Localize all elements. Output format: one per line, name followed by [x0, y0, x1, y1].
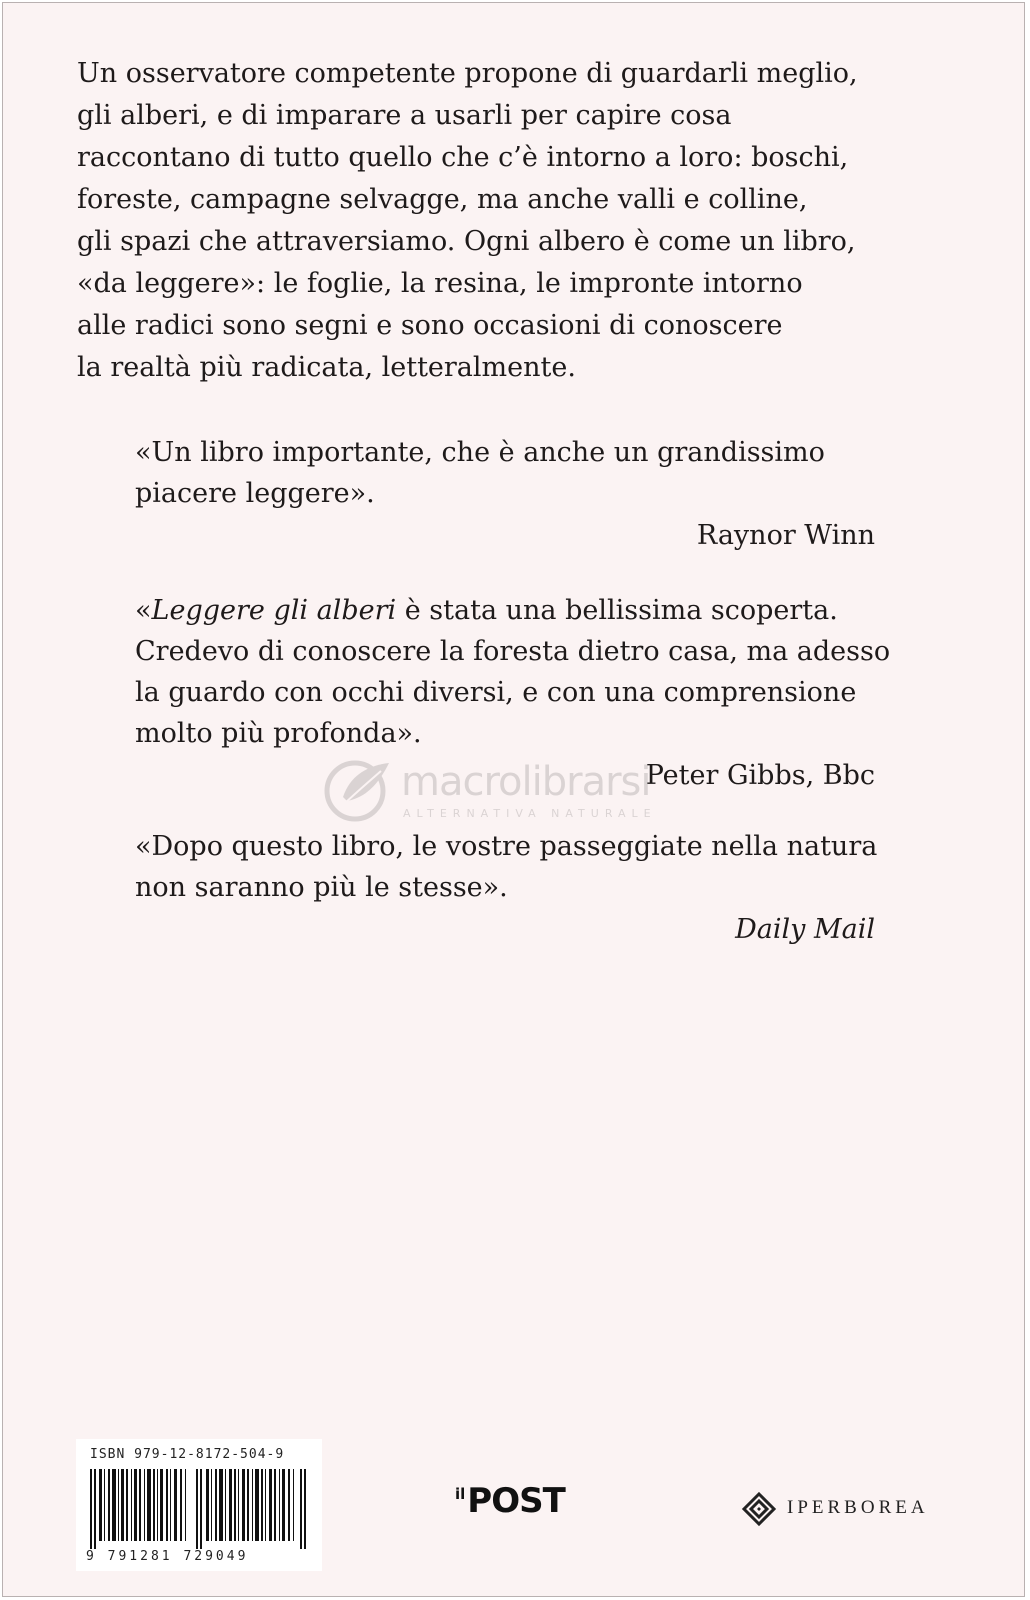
quote-line: «Dopo questo libro, le vostre passeggiate nella natura [135, 831, 878, 862]
blurb-line: la realtà più radicata, letteralmente. [77, 352, 576, 383]
blurb-paragraph [77, 53, 897, 389]
blurb-line: «da leggere»: le foglie, la resina, le impronte intorno [77, 268, 803, 299]
blurb-line: gli alberi, e di imparare a usarli per capire cosa [77, 100, 732, 131]
publisher-name: IPERBOREA [787, 1497, 929, 1518]
il-post-logo [455, 1481, 565, 1521]
quote-line: non saranno più le stesse». [135, 872, 508, 903]
quote-attribution: Daily Mail [735, 914, 875, 945]
il-post-prefix: il [455, 1485, 466, 1503]
blurb-line: gli spazi che attraversiamo. Ogni albero è come un libro, [77, 226, 856, 257]
watermark-name: macrolibrarsi [401, 759, 651, 805]
quote-line-rest: è stata una bellissima scoperta. [396, 595, 838, 626]
quote-text [135, 826, 878, 908]
open-quote-mark: « [135, 595, 152, 626]
il-post-wordmark: POST [467, 1481, 565, 1521]
barcode-digits: 9 791281 729049 [86, 1549, 249, 1564]
macrolibrarsi-watermark [321, 757, 721, 827]
barcode-icon [90, 1469, 310, 1549]
quote-raynor-winn [135, 432, 875, 556]
quote-line [135, 590, 875, 631]
quote-line: la guardo con occhi diversi, e con una comprensione [135, 677, 857, 708]
barcode-label [76, 1439, 322, 1571]
quote-line: «Un libro importante, che è anche un grandissimo [135, 437, 825, 468]
blurb-line: foreste, campagne selvagge, ma anche valli e colline, [77, 184, 808, 215]
quote-line: Credevo di conoscere la foresta dietro casa, ma adesso [135, 636, 891, 667]
quote-daily-mail [135, 826, 878, 950]
watermark-tagline: ALTERNATIVA NATURALE [403, 807, 657, 820]
quote-line: molto più profonda». [135, 718, 422, 749]
blurb-line: Un osservatore competente propone di guardarli meglio, [77, 58, 858, 89]
blurb-line: raccontano di tutto quello che c’è intorno a loro: boschi, [77, 142, 849, 173]
quote-text [135, 432, 875, 514]
quote-attribution: Peter Gibbs, Bbc [645, 760, 875, 791]
isbn-number: ISBN 979-12-8172-504-9 [90, 1447, 285, 1462]
quote-text [135, 590, 891, 754]
quote-attribution: Raynor Winn [696, 520, 875, 551]
back-cover [2, 2, 1025, 1597]
iperborea-diamond-icon [741, 1491, 777, 1527]
quote-line: piacere leggere». [135, 478, 375, 509]
blurb-line: alle radici sono segni e sono occasioni di conoscere [77, 310, 783, 341]
book-title: Leggere gli alberi [151, 595, 397, 626]
leaf-logo-icon [321, 757, 395, 823]
